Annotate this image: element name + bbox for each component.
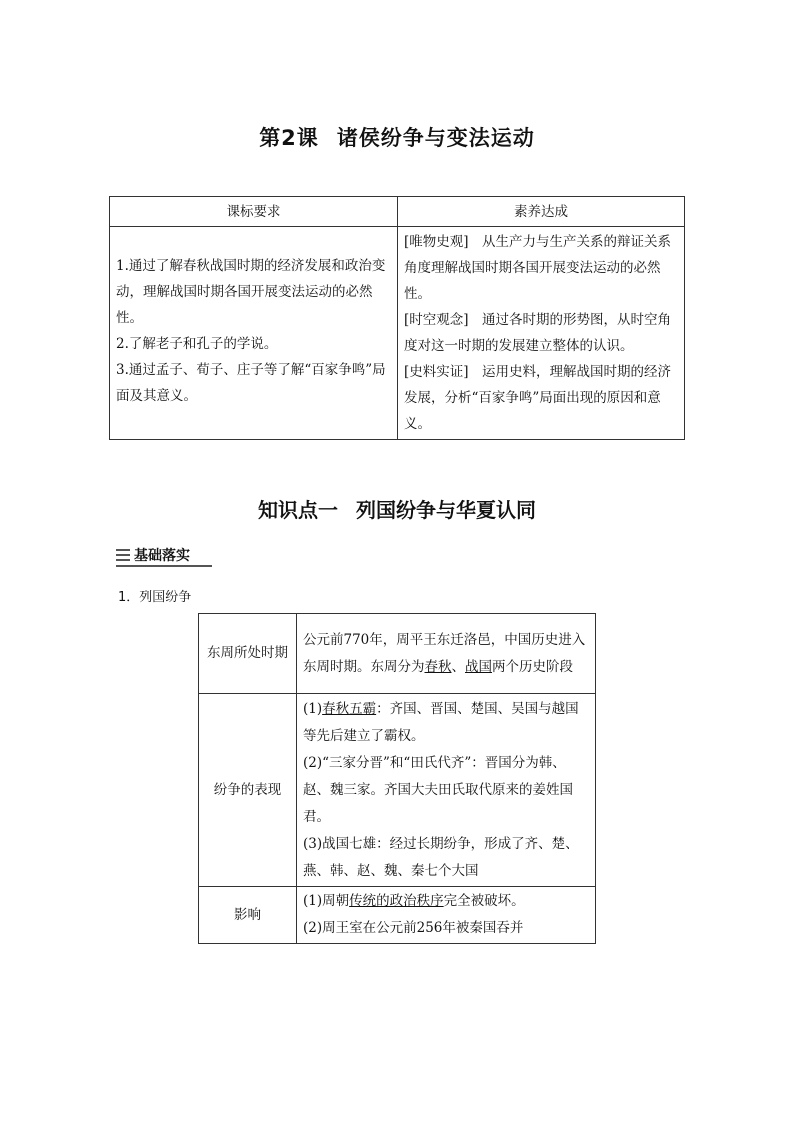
lesson-title: [0, 122, 794, 152]
row-label-impact: 影响: [199, 887, 297, 944]
wars-table: [198, 613, 596, 944]
basics-banner: [116, 545, 212, 567]
row-label-period: 东周所处时期: [199, 614, 297, 694]
competency-goals-cell: [398, 227, 685, 440]
impact-item: (1)周朝传统的政治秩序完全被破坏。: [303, 893, 525, 909]
lesson-number: 第2课: [259, 126, 319, 150]
lesson-title-text: 诸侯纷争与变法运动: [336, 126, 535, 150]
term-traditional-order: 传统的政治秩序: [349, 893, 444, 909]
period-content: 公元前770年，周平王东迁洛邑，中国历史进入东周时期。东周分为春秋、战国两个历史阶段: [297, 614, 596, 694]
basics-label: 基础落实: [134, 548, 190, 564]
term-five-hegemons: 春秋五霸: [322, 700, 377, 717]
list-heading: 1．列国纷争: [118, 590, 192, 605]
knowledge-point-text: 列国纷争与华夏认同: [356, 498, 536, 522]
curriculum-requirements-cell: [110, 227, 398, 440]
row-label-manifestations: 纷争的表现: [199, 694, 297, 887]
list-lines-icon: [116, 549, 130, 561]
requirement-item: 2.了解老子和孔子的学说。: [116, 336, 278, 352]
knowledge-point-number: 知识点一: [258, 498, 338, 522]
manifestations-content: [297, 694, 596, 887]
competency-item: [时空观念] 通过各时期的形势图，从时空角度对这一时期的发展建立整体的认识。: [404, 312, 672, 354]
impact-item: (2)周王室在公元前256年被秦国吞并: [303, 920, 524, 936]
term-warring-states: 战国: [465, 658, 492, 675]
manifestation-item: (1)春秋五霸：齐国、晋国、楚国、吴国与越国等先后建立了霸权。: [303, 700, 579, 744]
manifestation-item: (2)“三家分晋”和“田氏代齐”：晋国分为韩、赵、魏三家。齐国大夫田氏取代原来的姜姓国君。: [303, 754, 573, 825]
competency-item: [史料实证] 运用史料，理解战国时期的经济发展，分析“百家争鸣”局面出现的原因和意义。: [404, 364, 672, 432]
knowledge-point-title: [0, 494, 794, 523]
manifestation-item: (3)战国七雄：经过长期纷争，形成了齐、楚、燕、韩、赵、魏、秦七个大国: [303, 835, 579, 879]
header-competency-goals: 素养达成: [398, 197, 685, 227]
header-curriculum-requirements: 课标要求: [110, 197, 398, 227]
impact-content: [297, 887, 596, 944]
requirements-table: [109, 196, 685, 440]
requirement-item: 3.通过孟子、荀子、庄子等了解“百家争鸣”局面及其意义。: [116, 362, 386, 404]
requirement-item: 1.通过了解春秋战国时期的经济发展和政治变动，理解战国时期各国开展变法运动的必然性。: [116, 258, 386, 326]
competency-item: [唯物史观] 从生产力与生产关系的辩证关系角度理解战国时期各国开展变法运动的必然性。: [404, 234, 672, 302]
term-spring-autumn: 春秋: [424, 658, 452, 675]
